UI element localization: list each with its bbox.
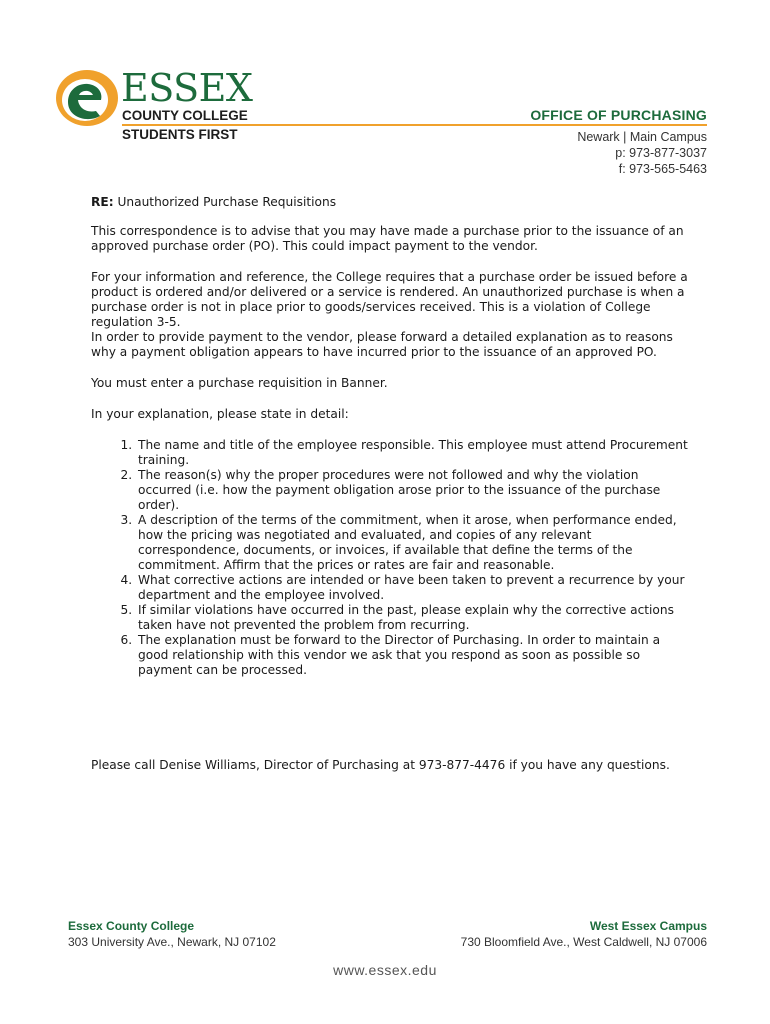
banner-paragraph: You must enter a purchase requisition in Banner. <box>91 376 388 390</box>
list-item: 2. The reason(s) why the proper procedures were not followed and why the violation occurred (i.e. how the payment obligation arose prior to the issuance of the purchase order). <box>136 468 691 513</box>
footer-main-campus <box>68 918 276 950</box>
intro-paragraph: This correspondence is to advise that you may have made a purchase prior to the issuance of an approved purchase order (PO). This could impact payment to the vendor. <box>91 224 684 253</box>
footer-right-address: 730 Bloomfield Ave., West Caldwell, NJ 07006 <box>460 935 707 949</box>
website-link[interactable]: www.essex.edu <box>333 962 437 978</box>
office-title: OFFICE OF PURCHASING <box>530 107 707 123</box>
closing-paragraph: Please call Denise Williams, Director of Purchasing at 973-877-4476 if you have any questions. <box>91 758 670 773</box>
college-logo <box>54 68 254 148</box>
list-item: 4. What corrective actions are intended or have been taken to prevent a recurrence by your department and the employee involved. <box>136 573 691 603</box>
header-divider <box>122 124 707 126</box>
campus-label: Newark | Main Campus <box>577 130 707 144</box>
requirements-list <box>91 438 691 678</box>
footer-west-campus <box>461 918 707 950</box>
subject-line <box>91 195 691 210</box>
explanation-intro: In your explanation, please state in detail: <box>91 407 349 421</box>
logo-tagline: STUDENTS FIRST <box>122 127 238 142</box>
list-item: 6. The explanation must be forward to the Director of Purchasing. In order to maintain a good relationship with this vendor we ask that you respond as soon as possible so payment can be processed. <box>136 633 691 678</box>
list-item: 3. A description of the terms of the commitment, when it arose, when performance ended, how the pricing was negotiated and evaluated, and copies of any relevant correspondence, documents, or invoices, if available that define the terms of the commitment. Affirm that the prices or rates are fair and reasonable. <box>136 513 691 573</box>
re-label: RE: <box>91 195 114 209</box>
re-text: Unauthorized Purchase Requisitions <box>113 195 337 209</box>
footer-right-title: West Essex Campus <box>589 919 707 933</box>
footer-left-title: Essex County College <box>68 919 195 933</box>
logo-wordmark: ESSEX <box>121 66 253 110</box>
policy-paragraph: For your information and reference, the College requires that a purchase order be issued before a product is ordered and/or delivered or a service is rendered. An unauthorized purchase is when a purchase order is not in place prior to goods/services received. This is a violation of College regulation 3-5. <box>91 270 688 329</box>
footer-left-address: 303 University Ave., Newark, NJ 07102 <box>68 935 276 949</box>
office-contact <box>577 129 707 177</box>
payment-paragraph: In order to provide payment to the vendor, please forward a detailed explanation as to reasons why a payment obligation appears to have incurred prior to the issuance of an approved PO. <box>91 330 673 359</box>
phone-number: p: 973-877-3037 <box>615 146 707 160</box>
letter-body <box>91 195 691 678</box>
list-item: 1. The name and title of the employee responsible. This employee must attend Procurement training. <box>136 438 691 468</box>
list-item: 5. If similar violations have occurred in the past, please explain why the corrective actions taken have not prevented the problem from recurring. <box>136 603 691 633</box>
fax-number: f: 973-565-5463 <box>618 162 707 176</box>
logo-subtitle: COUNTY COLLEGE <box>122 108 248 123</box>
essex-e-logo-icon <box>54 68 120 128</box>
